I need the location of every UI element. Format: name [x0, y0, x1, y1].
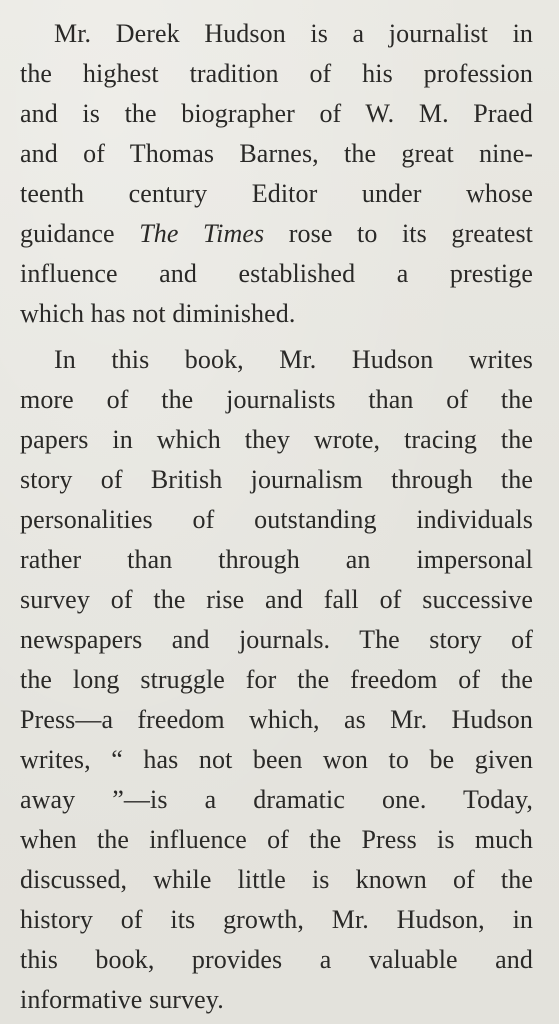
text-line — [20, 620, 533, 660]
text-line — [54, 14, 533, 54]
text-line — [20, 94, 533, 134]
text-line — [20, 54, 533, 94]
text-span: guidance — [20, 219, 140, 248]
text-span: history of its growth, Mr. Hudson, in — [20, 905, 533, 934]
text-span: teenth century Editor under whose — [20, 179, 533, 208]
text-span: which has not diminished. — [20, 299, 296, 328]
text-line — [20, 380, 533, 420]
text-span: rose to its greatest — [264, 219, 533, 248]
text-span: and of Thomas Barnes, the great nine- — [20, 139, 533, 168]
text-span: the highest tradition of his profession — [20, 59, 533, 88]
text-line — [20, 900, 533, 940]
text-span: writes, “ has not been won to be given — [20, 745, 533, 774]
text-line — [20, 540, 533, 580]
text-span: survey of the rise and fall of successive — [20, 585, 533, 614]
text-line — [20, 940, 533, 980]
text-line — [20, 134, 533, 174]
newspaper-title: The Times — [139, 219, 265, 248]
text-span: when the influence of the Press is much — [20, 825, 533, 854]
text-span: story of British journalism through the — [20, 465, 533, 494]
text-span: the long struggle for the freedom of the — [20, 665, 533, 694]
text-line — [20, 174, 533, 214]
text-span: In this book, Mr. Hudson writes — [54, 345, 533, 374]
text-line — [20, 294, 533, 334]
text-line — [20, 500, 533, 540]
text-span: and is the biographer of W. M. Praed — [20, 99, 533, 128]
text-line — [20, 580, 533, 620]
text-span: papers in which they wrote, tracing the — [20, 425, 533, 454]
text-line — [20, 420, 533, 460]
text-line — [20, 660, 533, 700]
text-span: rather than through an impersonal — [20, 545, 533, 574]
text-line — [20, 980, 533, 1020]
text-span: away ”—is a dramatic one. Today, — [20, 785, 533, 814]
text-line — [20, 254, 533, 294]
text-span: informative survey. — [20, 985, 224, 1014]
text-span: this book, provides a valuable and — [20, 945, 533, 974]
text-line — [20, 740, 533, 780]
text-line — [20, 780, 533, 820]
text-span: discussed, while little is known of the — [20, 865, 533, 894]
text-span: newspapers and journals. The story of — [20, 625, 533, 654]
text-span: Mr. Derek Hudson is a journalist in — [54, 19, 533, 48]
text-line — [20, 214, 533, 254]
text-span: influence and established a prestige — [20, 259, 533, 288]
text-line — [20, 860, 533, 900]
text-line — [54, 340, 533, 380]
text-line — [20, 700, 533, 740]
text-span: Press—a freedom which, as Mr. Hudson — [20, 705, 533, 734]
text-line — [20, 460, 533, 500]
text-span: personalities of outstanding individuals — [20, 505, 533, 534]
text-line — [20, 820, 533, 860]
text-span: more of the journalists than of the — [20, 385, 533, 414]
